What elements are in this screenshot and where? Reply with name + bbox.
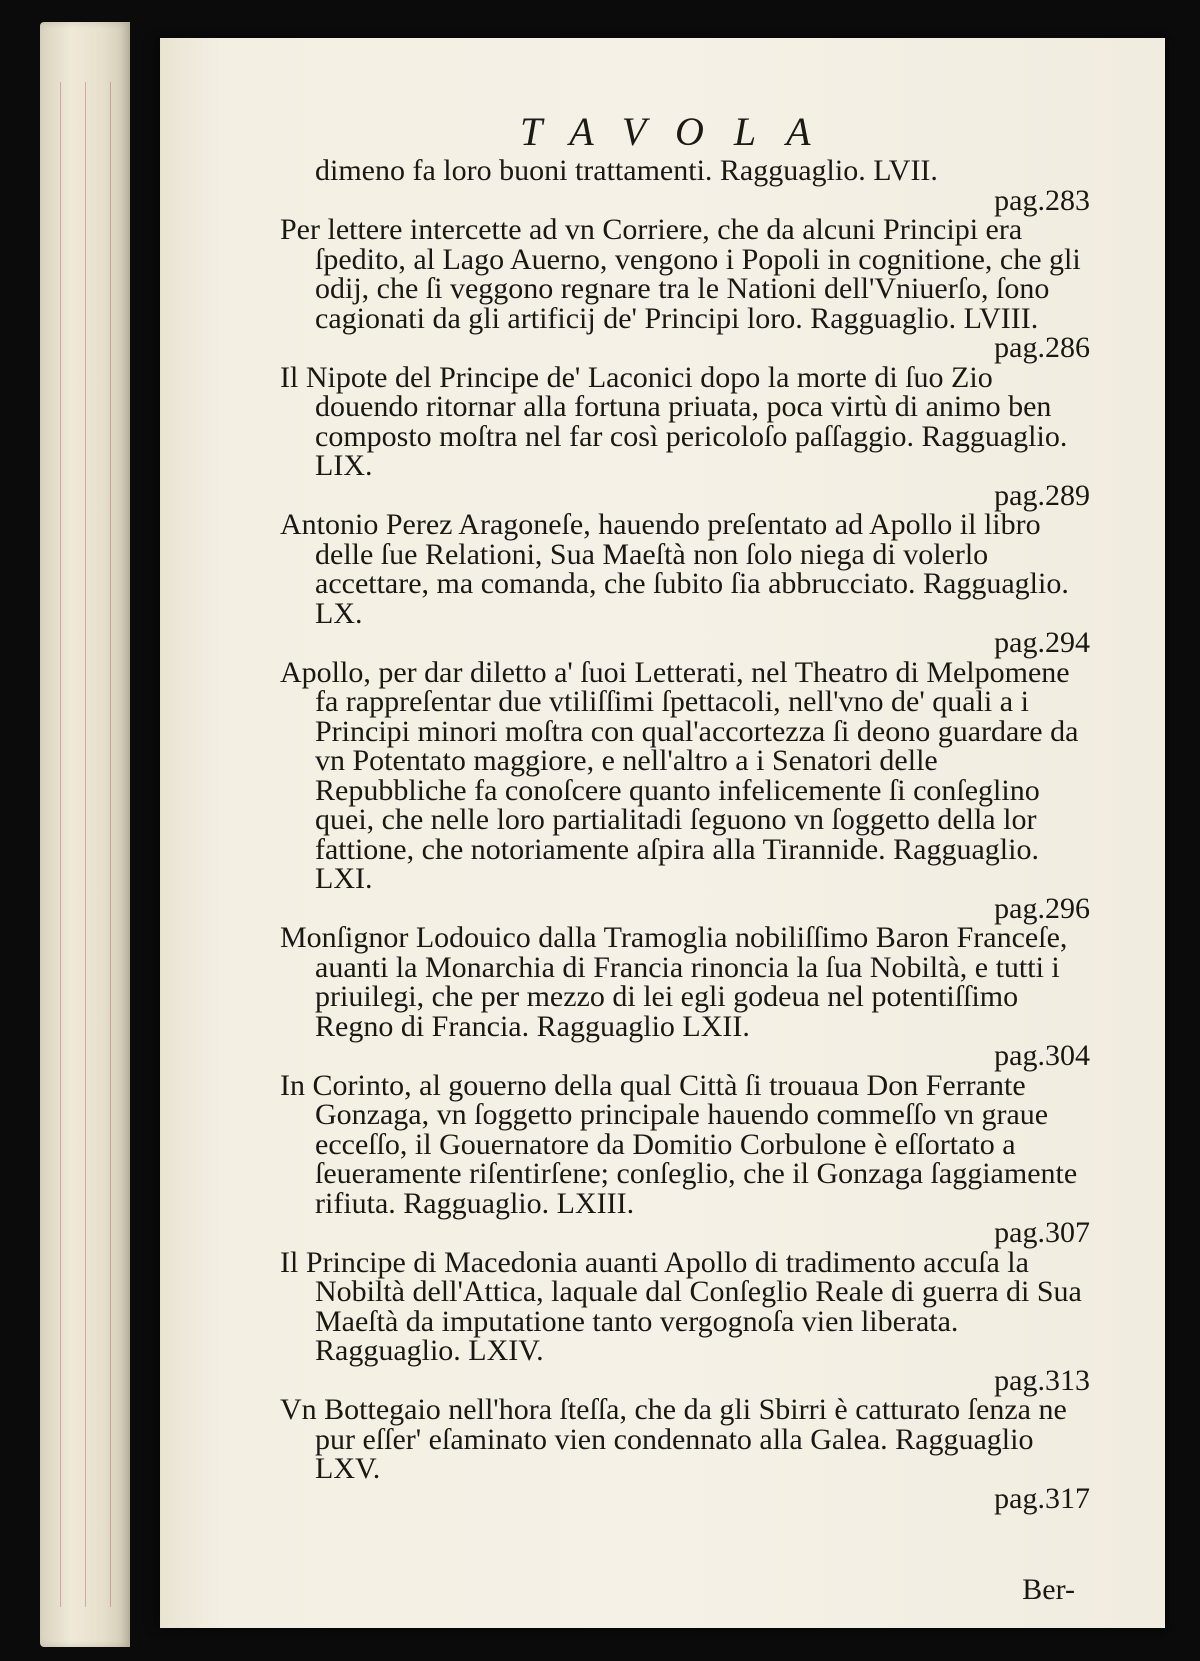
entry-page: pag.304 <box>994 1039 1090 1072</box>
entry-text: dimeno fa loro buoni trattamenti. Ragguaglio. LVII. <box>315 154 938 187</box>
index-entry <box>280 655 1095 925</box>
entry-text: In Corinto, al gouerno della qual Città ſi trouaua Don Ferrante Gonzaga, vn ſoggetto principale hauendo commeſſo vn graue ecceſſo, il Gouernatore da Domitio Corbulone è eſſortato a ſeueramente riſentirſene; conſeglio, che il Gonzaga ſaggiamente rifiuta. Ragguaglio. LXIII. <box>280 1068 1078 1220</box>
entry-text: Vn Bottegaio nell'hora ſteſſa, che da gli Sbirri è catturato ſenza ne pur eſſer' eſaminato vien condennato alla Galea. Ragguaglio LXV. <box>280 1393 1067 1485</box>
index-entry <box>280 923 1095 1071</box>
page-edge-line <box>85 82 86 1607</box>
index-entry <box>280 1395 1095 1513</box>
page-title: TAVOLA <box>520 109 841 154</box>
entry-page: pag.294 <box>994 626 1090 659</box>
index-entry <box>280 510 1095 658</box>
index-entries <box>280 156 1095 1513</box>
book-page <box>160 38 1165 1628</box>
entry-page: pag.313 <box>994 1363 1090 1397</box>
index-entry <box>280 360 1095 512</box>
entry-page: pag.307 <box>994 1216 1090 1249</box>
entry-page: pag.283 <box>994 183 1090 217</box>
entry-page: pag.317 <box>994 1481 1090 1515</box>
entry-page: pag.289 <box>994 478 1090 512</box>
entry-page: pag.286 <box>994 331 1090 364</box>
index-entry <box>280 1068 1095 1249</box>
entry-text: Per lettere intercette ad vn Corriere, che da alcuni Principi era ſpedito, al Lago Auerno, vengono i Popoli in cognitione, che gli odij, che ſi veggono regnare tra le Nationi dell'Vniuerſo, ſono cagionati da gli artificij de' Principi loro. Ragguaglio. LVIII. <box>280 213 1081 335</box>
entry-text: Il Principe di Macedonia auanti Apollo di tradimento accuſa la Nobiltà dell'Attica, laquale dal Conſeglio Reale di guerra di Sua Maeſtà da imputatione tanto vergognoſa vien liberata. Ragguaglio. LXIV. <box>280 1245 1082 1367</box>
entry-page: pag.296 <box>994 891 1090 925</box>
book-fore-edge <box>40 22 130 1647</box>
catchword: Ber- <box>1022 1573 1075 1606</box>
index-entry <box>280 215 1095 363</box>
page-edge-line <box>60 82 61 1607</box>
entry-text: Apollo, per dar diletto a' ſuoi Letterati, nel Theatro di Melpomene fa rappreſentar due vtiliſſimi ſpettacoli, nell'vno de' quali a i Principi minori moſtra con qual'accortezza ſi deono guardare da vn Potentato maggiore, e nell'altro a i Senatori delle Repubbliche fa conoſcere quanto infelicemente ſi conſeglino quei, che nelle loro partialitadi ſeguono vn ſoggetto della lor fattione, che notoriamente aſpira alla Tirannide. Ragguaglio. LXI. <box>280 655 1079 895</box>
index-entry <box>280 156 1095 215</box>
entry-text: Monſignor Lodouico dalla Tramoglia nobiliſſimo Baron Franceſe, auanti la Monarchia di Francia rinoncia la ſua Nobiltà, e tutti i priuilegi, che per mezzo di lei egli godeua nel potentiſſimo Regno di Francia. Ragguaglio LXII. <box>280 921 1068 1043</box>
entry-text: Antonio Perez Aragoneſe, hauendo preſentato ad Apollo il libro delle ſue Relationi, Sua Maeſtà non ſolo niega di volerlo accettare, ma comanda, che ſubito ſia abbrucciato. Ragguaglio. LX. <box>280 508 1069 630</box>
entry-text: Il Nipote del Principe de' Laconici dopo la morte di ſuo Zio douendo ritornar alla fortuna priuata, poca virtù di animo ben composto moſtra nel far così pericoloſo paſſaggio. Ragguaglio. LIX. <box>280 360 1068 482</box>
index-entry <box>280 1245 1095 1397</box>
page-edge-line <box>110 82 111 1607</box>
